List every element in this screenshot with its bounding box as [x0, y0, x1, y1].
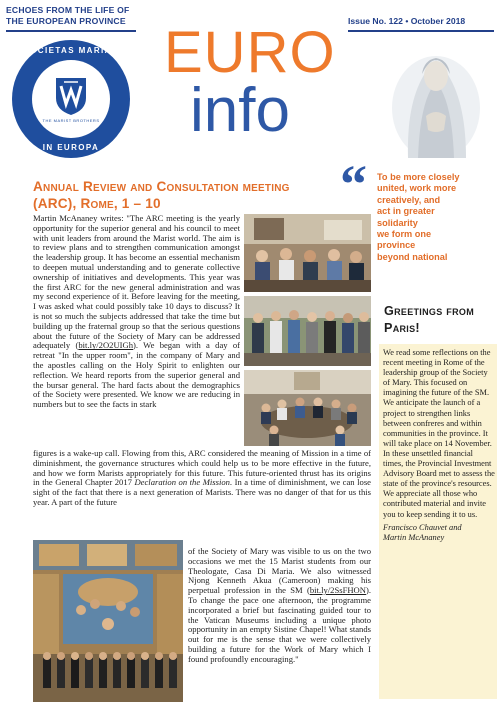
- article-link-2[interactable]: bit.ly/2SsFHON: [309, 585, 366, 596]
- title-euro: EURO: [164, 20, 336, 85]
- body-text: ). To change the pace one afternoon, the programme incorporated a brief but fascinating guided tour to the Vatican Museums including a unique photo opportunity in an empty Sistine Chapel! What stands out for me is the sense that we were collectively building a future for the Work of Mary which I found profoundly encouraging.": [188, 585, 371, 664]
- logo-text-top: SOCIETAS MARIAE: [23, 46, 119, 55]
- meeting-photo-2: [244, 296, 371, 366]
- issue-label: Issue No. 122 • October 2018: [348, 16, 466, 26]
- body-text: . In a time of diminishment, we can lose sight of the fact that there is a next generation of Marists. There was no danger of that for us this year. A part of the future: [33, 477, 371, 507]
- article-body-column: [33, 214, 240, 410]
- issue-divider: [348, 30, 494, 32]
- greetings-paragraph: We appreciate all those who contributed material and invite you to keep sending it to us.: [383, 489, 487, 519]
- society-logo: [12, 40, 130, 158]
- pull-quote: [377, 172, 493, 263]
- greetings-body: [383, 348, 495, 543]
- pull-quote-line: beyond national: [377, 251, 448, 262]
- pull-quote-line: To be more closely: [377, 172, 460, 182]
- pull-quote-line: solidarity: [377, 217, 418, 228]
- article-title: Annual Review and Consultation meeting (ARC), Rome, 1 – 10: [33, 179, 290, 211]
- declaration-title: Declaration on the Mission: [134, 477, 230, 488]
- body-text: ). We began with a day of retreat "In the upper room", in the company of Mary and the apostles calling on the Holy Spirit to enlighten our reflection. We heard reports from the superior general and the bursar general. The hard facts about the demographics of the Society were presented. We know we are reducing in numbers but to see the facts in stark: [33, 340, 240, 410]
- article-body-right: [188, 547, 371, 665]
- title-info: info: [190, 76, 290, 145]
- greetings-title: Greetings from Paris!: [384, 304, 474, 335]
- tagline-line-2: THE EUROPEAN PROVINCE: [6, 16, 126, 26]
- greetings-signature: [383, 523, 495, 543]
- madonna-statue-image: [378, 38, 488, 158]
- logo-text-bottom: IN EUROPA: [42, 143, 100, 152]
- pull-quote-line: province: [377, 240, 416, 251]
- masthead: [0, 0, 500, 170]
- article-body-full: [33, 449, 371, 508]
- marian-monogram-icon: [54, 76, 88, 116]
- pull-quote-line: we form one: [377, 229, 432, 240]
- signature-line: Martin McAnaney: [383, 532, 445, 542]
- body-text: Martin McAnaney writes: "The ARC meeting is the yearly opportunity for the superior general and his council to meet with unit leaders from around the Marist world. The aim is to review plans and to strengthen communication amongst the leadership group. It has become an essential mechanism to deepen mutual understanding and to generate collective ownership of initiatives and developments. This year was the first ARC for the new general administration and was my second experience of it. Before leaving for the meeting, I was asked what could possibly take 10 days to discuss? It is not so much the subjects addressed that take the time but building up the fraternal group so that the serious questions about the future of the Society of Mary can be addressed adequately (: [33, 213, 240, 351]
- tagline-line-1: ECHOES FROM THE LIFE OF: [6, 5, 130, 15]
- tagline-divider: [6, 30, 136, 32]
- body-text: figures is a wake-up call. Flowing from this, ARC considered the meaning of Mission in a time of diminishment, the governance structures which could help us to be more effective in the future, and how we form Marists appropriately for this future. This future-oriented thrust has its origins in the General Chapter 2017: [33, 448, 371, 488]
- greetings-paragraph: We read some reflections on the recent meeting in Rome of the leadership group of the Society of Mary. This focused on imagining the future of the SM. We anticipate the launch of a project to strengthen links between confreres and within communities in the province. It will take place on 14 November. In these unsettled financial times, the Provincial Investment Advisory Board met to assess the state of the province's resources.: [383, 348, 495, 489]
- meeting-photo-3: [244, 370, 371, 446]
- logo-center: [32, 60, 110, 138]
- body-text: of the Society of Mary was visible to us on the two occasions we met the 15 Marist students from our Theologate, Casa Di Maria. We also witnessed Njong Kenneth Akua (Cameroon) making his perpetual profession in the SM (: [188, 546, 371, 596]
- meeting-photo-1: [244, 214, 371, 292]
- pull-quote-line: united, work more: [377, 183, 457, 194]
- signature-line: Francisco Chauvet and: [383, 522, 462, 532]
- sistine-chapel-photo: [33, 540, 183, 702]
- quote-mark-icon: “: [340, 154, 367, 214]
- masthead-tagline: [6, 5, 156, 27]
- logo-small-text: THE MARIST BROTHERS: [42, 118, 100, 123]
- article-link-1[interactable]: bit.ly/2O2UIGh: [78, 340, 134, 351]
- pull-quote-line: act in greater: [377, 206, 435, 217]
- pull-quote-line: creatively, and: [377, 194, 441, 205]
